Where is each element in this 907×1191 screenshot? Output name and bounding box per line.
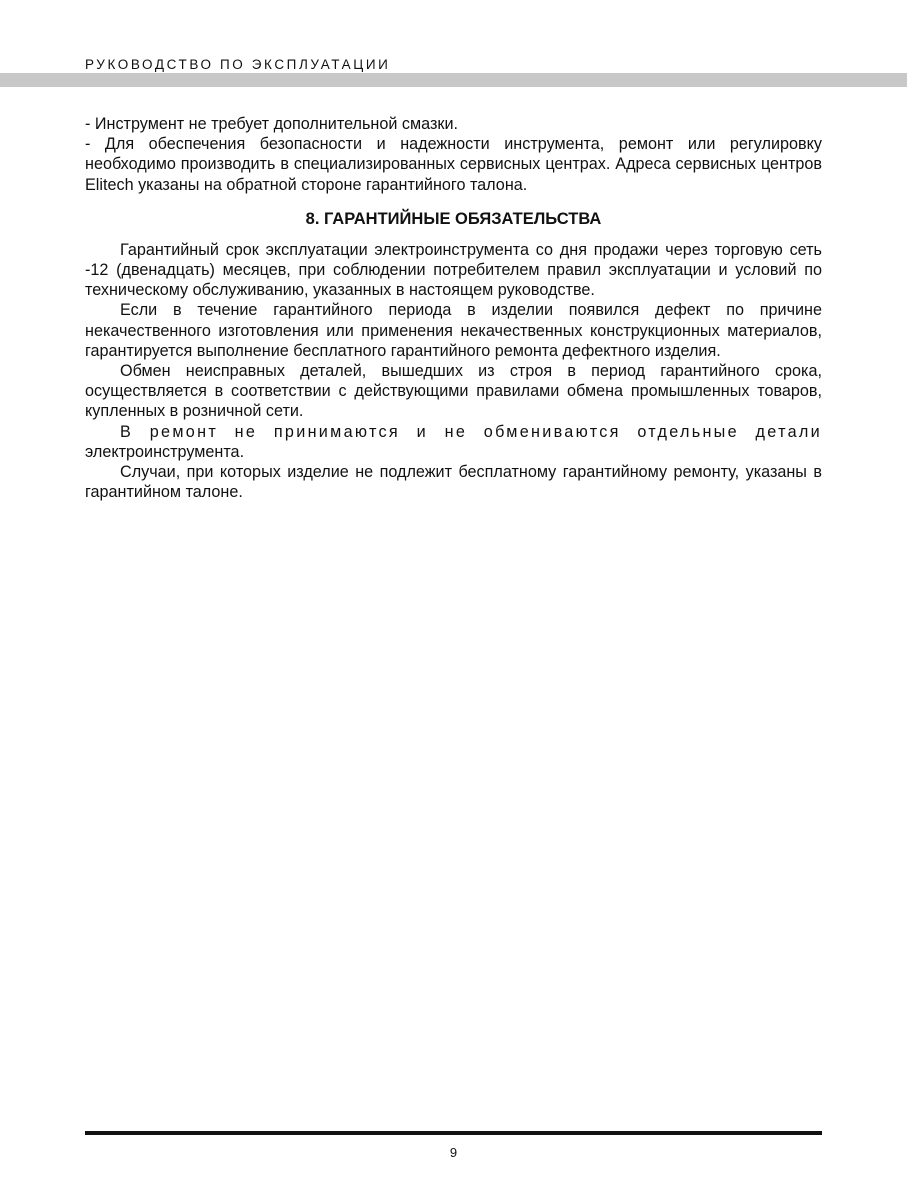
footer-divider [85, 1131, 822, 1135]
page-content [85, 114, 822, 502]
header-band [0, 73, 907, 87]
paragraph-exclusions: Случаи, при которых изделие не подлежит бесплатному гарантийному ремонту, указаны в гарантийном талоне. [85, 463, 822, 502]
header-title: РУКОВОДСТВО ПО ЭКСПЛУАТАЦИИ [85, 57, 391, 72]
intro-line-lubrication: - Инструмент не требует дополнительной смазки. [85, 115, 458, 133]
paragraph-not-accepted-line2: электроинструмента. [85, 442, 245, 461]
intro-line-service: - Для обеспечения безопасности и надежности инструмента, ремонт или регулировку необходимо производить в специализированных сервисных центрах. Адреса сервисных центров Elitech указаны на обратной стороне гарантийного талона. [85, 135, 822, 194]
paragraph-warranty-period: Гарантийный срок эксплуатации электроинструмента со дня продажи через торговую сеть -12 (двенадцать) месяцев, при соблюдении потребителем правил эксплуатации и условий по техническому обслуживанию, указанных в настоящем руководстве. [85, 240, 822, 300]
section-heading: 8. ГАРАНТИЙНЫЕ ОБЯЗАТЕЛЬСТВА [305, 209, 602, 228]
paragraph-parts-exchange: Обмен неисправных деталей, вышедших из строя в период гарантийного срока, осуществляется в соответствии с действующими правилами обмена промышленных товаров, купленных в розничной сети. [85, 362, 822, 421]
paragraph-not-accepted-line1: В ремонт не принимаются и не обмениваются отдельные детали [120, 422, 822, 441]
page-number: 9 [449, 1145, 458, 1160]
paragraph-defect-repair: Если в течение гарантийного периода в изделии появился дефект по причине некачественного изготовления или применения некачественных конструкционных материалов, гарантируется выполнение бесплатного гарантийного ремонта дефектного изделия. [85, 301, 822, 360]
